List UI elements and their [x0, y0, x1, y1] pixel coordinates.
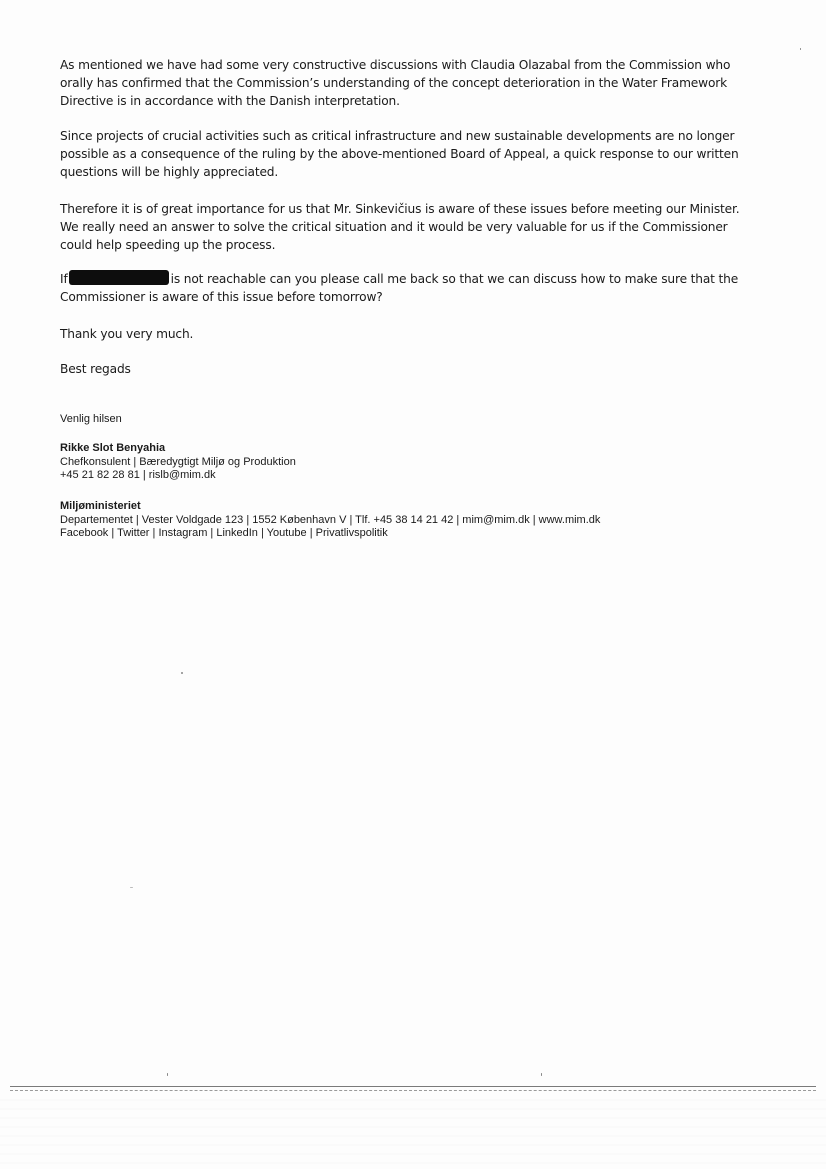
paragraph-text: Best regads [60, 362, 131, 376]
paragraph-thanks [60, 325, 760, 343]
scan-artifact-line [10, 1086, 816, 1091]
paragraph-text: Since projects of crucial activities such as critical infrastructure and new sustainable developments are no longer possible as a consequence of the ruling by the above-mentioned Board of Appeal, a quick response to our written questions will be highly appreciated. [60, 129, 739, 179]
signature-block [60, 442, 760, 483]
redaction-box [69, 270, 169, 285]
greeting-text: Venlig hilsen [60, 413, 122, 425]
paragraph-importance [60, 200, 760, 254]
scan-speck [130, 887, 133, 888]
scan-artifact-noise [0, 1092, 826, 1169]
paragraph-text: Thank you very much. [60, 327, 194, 341]
organization-social-links: Facebook | Twitter | Instagram | LinkedIn | Youtube | Privatlivspolitik [60, 527, 388, 539]
scan-speck [181, 672, 183, 674]
paragraph-text [60, 270, 760, 306]
scan-speck [800, 48, 801, 50]
organization-name: Miljøministeriet [60, 500, 141, 512]
signature-greeting [60, 413, 760, 427]
paragraph-callback-request [60, 270, 760, 306]
paragraph-quick-response [60, 127, 760, 181]
organization-block [60, 500, 760, 541]
scan-speck [541, 1073, 542, 1076]
paragraph-closing [60, 360, 760, 378]
organization-address: Departementet | Vester Voldgade 123 | 1552 København V | Tlf. +45 38 14 21 42 | mim@mim.dk | www.mim.dk [60, 513, 601, 526]
scan-speck [167, 1073, 168, 1076]
signature-contact: +45 21 82 28 81 | rislb@mim.dk [60, 469, 216, 481]
text-after-redaction: is not reachable can you please call me back so that we can discuss how to make sure that the Commissioner is aware of this issue before tomorrow? [60, 272, 739, 304]
signature-name: Rikke Slot Benyahia [60, 442, 166, 454]
signature-title: Chefkonsulent | Bæredygtigt Miljø og Produktion [60, 455, 296, 468]
paragraph-commission-discussion [60, 56, 760, 110]
paragraph-text: Therefore it is of great importance for us that Mr. Sinkevičius is aware of these issues before meeting our Minister. We really need an answer to solve the critical situation and it would be very valuable for us if the Commissioner could help speeding up the process. [60, 202, 740, 252]
text-before-redaction: If [60, 272, 68, 286]
paragraph-text: As mentioned we have had some very constructive discussions with Claudia Olazabal from the Commission who orally has confirmed that the Commission’s understanding of the concept deterioration in the Water Framework Directive is in accordance with the Danish interpretation. [60, 58, 731, 108]
